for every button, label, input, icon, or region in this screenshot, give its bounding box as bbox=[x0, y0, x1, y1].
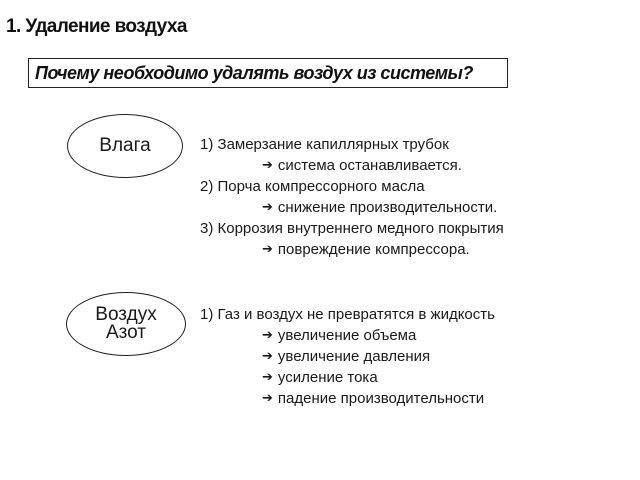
air-item-1-text: 1) Газ и воздух не превратятся в жидкость bbox=[200, 306, 495, 323]
air-result-2-text: увеличение давления bbox=[277, 348, 431, 365]
moisture-item-2-text: 2) Порча компрессорного масла bbox=[200, 178, 425, 195]
moisture-item-3-text: 3) Коррозия внутреннего медного покрытия bbox=[200, 220, 504, 237]
question-text: Почему необходимо удалять воздух из системы? bbox=[35, 62, 473, 83]
moisture-item-1-text: 1) Замерзание капиллярных трубок bbox=[200, 136, 449, 153]
moisture-label: Влага bbox=[99, 135, 151, 156]
nitrogen-label: Азот bbox=[105, 322, 147, 343]
moisture-result-3-text: повреждение компрессора. bbox=[277, 241, 470, 258]
air-result-3-text: усиление тока bbox=[277, 369, 378, 386]
moisture-item-3 bbox=[200, 220, 504, 237]
air-result-4 bbox=[262, 390, 484, 407]
moisture-result-3 bbox=[262, 241, 470, 258]
page-title: 1. Удаление воздуха bbox=[6, 16, 187, 37]
arrow-right-icon: ➔ bbox=[262, 241, 273, 256]
air-result-4-text: падение производительности bbox=[277, 390, 485, 407]
air-label: Воздух bbox=[95, 304, 157, 325]
moisture-result-2-text: снижение производительности. bbox=[277, 199, 498, 216]
moisture-ellipse bbox=[67, 114, 183, 178]
moisture-result-1 bbox=[262, 157, 462, 174]
arrow-right-icon: ➔ bbox=[262, 390, 273, 405]
arrow-right-icon: ➔ bbox=[262, 157, 273, 172]
arrow-right-icon: ➔ bbox=[262, 327, 273, 342]
air-result-1-text: увеличение объема bbox=[277, 327, 417, 344]
arrow-right-icon: ➔ bbox=[262, 348, 273, 363]
moisture-item-1 bbox=[200, 136, 449, 153]
arrow-right-icon: ➔ bbox=[262, 199, 273, 214]
moisture-result-2 bbox=[262, 199, 497, 216]
question-box bbox=[28, 58, 508, 88]
air-result-3 bbox=[262, 369, 378, 386]
arrow-right-icon: ➔ bbox=[262, 369, 273, 384]
air-nitrogen-ellipse bbox=[66, 292, 186, 356]
air-item-1 bbox=[200, 306, 495, 323]
air-result-2 bbox=[262, 348, 430, 365]
air-result-1 bbox=[262, 327, 416, 344]
moisture-result-1-text: система останавливается. bbox=[277, 157, 462, 174]
moisture-item-2 bbox=[200, 178, 425, 195]
